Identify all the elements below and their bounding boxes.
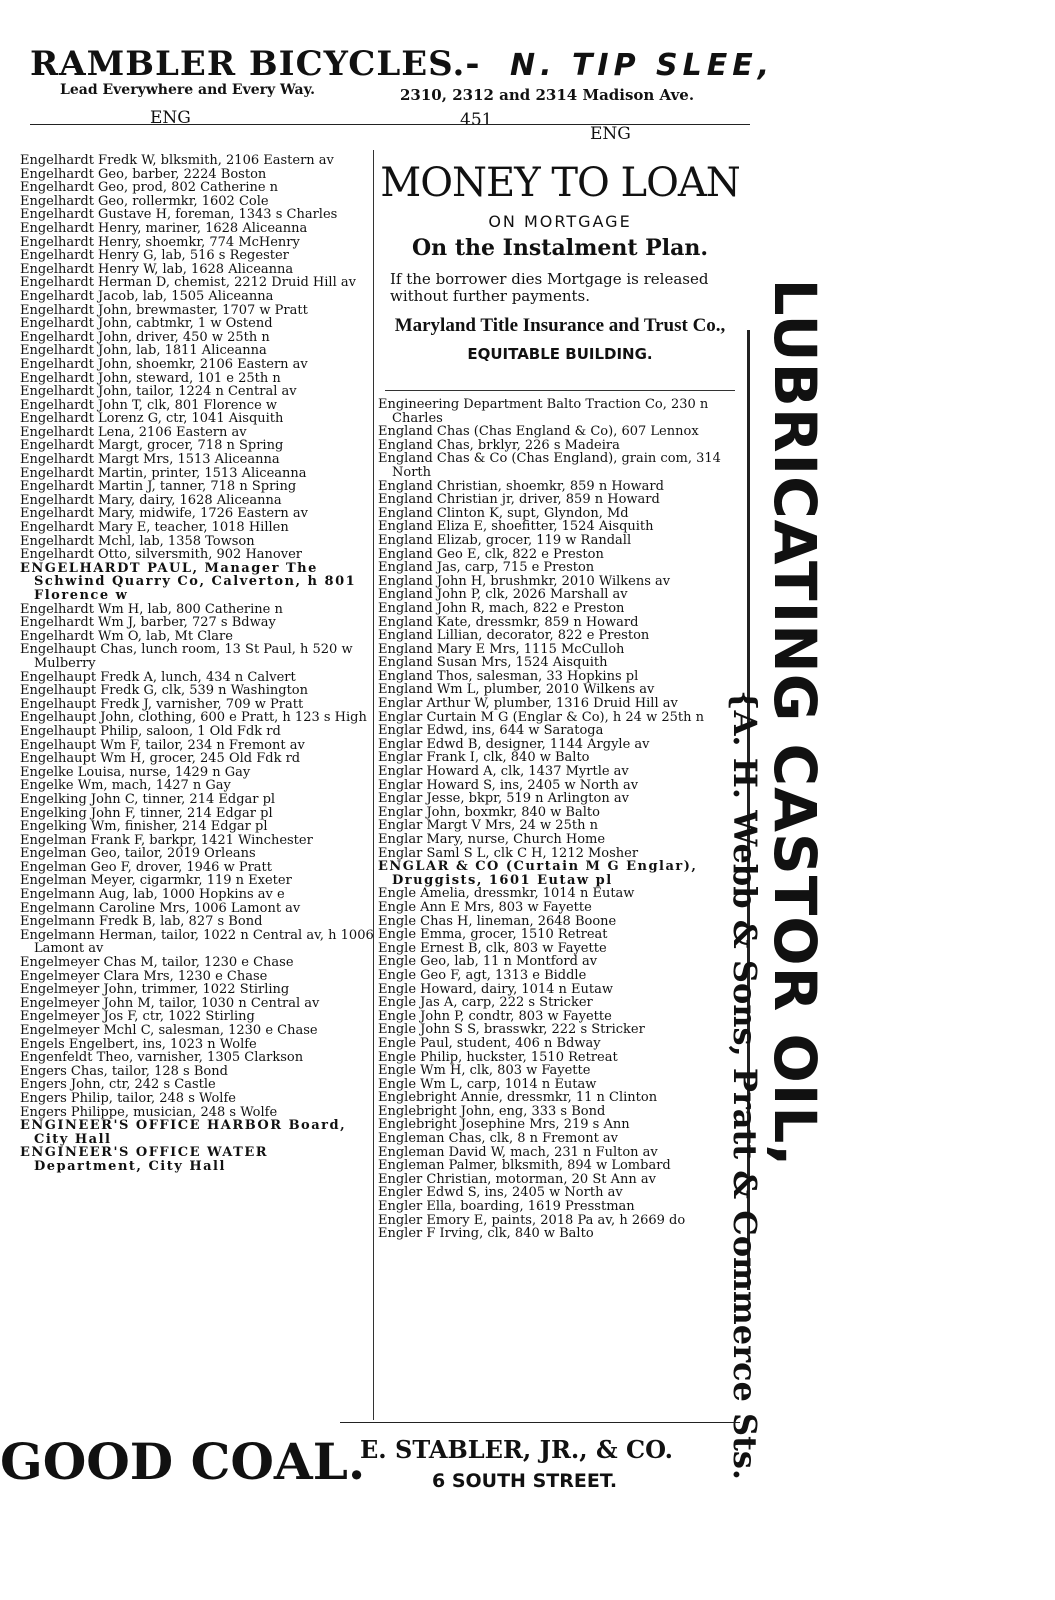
- directory-entry: England John H, brushmkr, 2010 Wilkens av: [378, 573, 671, 589]
- directory-entry: Engelhardt Lena, 2106 Eastern av: [20, 424, 247, 440]
- directory-entry: Engelhaupt Wm H, grocer, 245 Old Fdk rd: [20, 751, 301, 767]
- left-column: [20, 154, 375, 1174]
- directory-entry: England Mary E Mrs, 1115 McCulloh: [378, 641, 625, 657]
- money-to-loan-ad: [380, 160, 740, 363]
- ad-building: EQUITABLE BUILDING.: [467, 345, 653, 363]
- directory-entry: Engelhardt Henry G, lab, 516 s Regester: [20, 248, 289, 264]
- directory-entry: Engelhardt John, driver, 450 w 25th n: [20, 329, 270, 345]
- directory-entry: Engelking John F, tinner, 214 Edgar pl: [20, 805, 273, 821]
- directory-entry: Engle Jas A, carp, 222 s Stricker: [378, 995, 593, 1011]
- directory-entry: England Elizab, grocer, 119 w Randall: [378, 532, 632, 548]
- ad-company: Maryland Title Insurance and Trust Co.,: [394, 315, 726, 336]
- directory-entry: Engelmeyer Chas M, tailor, 1230 e Chase: [20, 955, 294, 971]
- directory-entry: England Chas & Co (Chas England), grain com, 314 North: [378, 451, 721, 480]
- directory-entry: Englar Howard S, ins, 2405 w North av: [378, 777, 639, 793]
- directory-entry: Engelhardt John, tailor, 1224 n Central av: [20, 384, 297, 400]
- directory-entry: Engelhardt Geo, rollermkr, 1602 Cole: [20, 193, 269, 209]
- directory-entry: Engelke Louisa, nurse, 1429 n Gay: [20, 764, 251, 780]
- directory-entry: Englebright John, eng, 333 s Bond: [378, 1103, 606, 1119]
- ad-rule: [385, 390, 735, 391]
- directory-entry: England Kate, dressmkr, 859 n Howard: [378, 614, 639, 630]
- ad-text: If the borrower dies Mortgage is released without further payments.: [390, 270, 709, 305]
- directory-entry: England Eliza E, shoefitter, 1524 Aisquith: [378, 519, 654, 535]
- directory-entry: Engleman Palmer, blksmith, 894 w Lombard: [378, 1158, 671, 1174]
- castor-oil-ad: [761, 110, 829, 1335]
- directory-entry: Engle Geo F, agt, 1313 e Biddle: [378, 967, 587, 983]
- directory-entry: Engle Emma, grocer, 1510 Retreat: [378, 927, 608, 943]
- directory-entry: Engle Amelia, dressmkr, 1014 n Eutaw: [378, 886, 635, 902]
- directory-entry: Englar Curtain M G (Englar & Co), h 24 w 25th n: [378, 709, 704, 725]
- directory-entry: England John P, clk, 2026 Marshall av: [378, 587, 628, 603]
- directory-entry: Engelhardt Martin J, tanner, 718 n Spring: [20, 479, 297, 495]
- directory-entry: Engelman Meyer, cigarmkr, 119 n Exeter: [20, 873, 292, 889]
- directory-entry: Engelhardt John, cabtmkr, 1 w Ostend: [20, 316, 273, 332]
- directory-entry: Englebright Josephine Mrs, 219 s Ann: [378, 1117, 630, 1133]
- header-address: 2310, 2312 and 2314 Madison Ave.: [400, 86, 695, 104]
- directory-entry: Englar Edwd, ins, 644 w Saratoga: [378, 723, 604, 739]
- directory-entry: Engelhardt Henry W, lab, 1628 Aliceanna: [20, 261, 294, 277]
- directory-entry: Engle Paul, student, 406 n Bdway: [378, 1035, 601, 1051]
- directory-entry: Engleman Chas, clk, 8 n Fremont av: [378, 1131, 619, 1147]
- directory-entry: England Christian, shoemkr, 859 n Howard: [378, 478, 664, 494]
- directory-entry: Engelhardt Henry, mariner, 1628 Aliceanna: [20, 220, 308, 236]
- directory-entry: Engelhardt Margt, grocer, 718 n Spring: [20, 438, 284, 454]
- directory-entry: Engelhardt John T, clk, 801 Florence w: [20, 397, 278, 413]
- directory-entry: Engelhardt John, brewmaster, 1707 w Pratt: [20, 302, 308, 318]
- directory-entry: Engelhaupt Fredk J, varnisher, 709 w Pratt: [20, 696, 304, 712]
- directory-entry: Englar John, boxmkr, 840 w Balto: [378, 804, 600, 820]
- directory-entry: England Susan Mrs, 1524 Aisquith: [378, 655, 608, 671]
- directory-entry: England Christian jr, driver, 859 n Howard: [378, 492, 660, 508]
- header-rule: [30, 124, 750, 125]
- directory-entry: Engle Philip, huckster, 1510 Retreat: [378, 1049, 618, 1065]
- directory-entry: ENGELHARDT PAUL, Manager The Schwind Quarry Co, Calverton, h 801 Florence w: [20, 560, 357, 603]
- directory-entry: Engelhardt Wm O, lab, Mt Clare: [20, 628, 233, 644]
- directory-entry: Engelmeyer Jos F, ctr, 1022 Stirling: [20, 1009, 255, 1025]
- directory-entry: Engelhardt John, lab, 1811 Aliceanna: [20, 343, 267, 359]
- directory-entry: England Chas, brklyr, 226 s Madeira: [378, 437, 620, 453]
- directory-entry: Engelhaupt John, clothing, 600 e Pratt, h 123 s High: [20, 710, 367, 726]
- directory-entry: Engelmeyer Mchl C, salesman, 1230 e Chase: [20, 1023, 318, 1038]
- directory-entry: Engleman David W, mach, 231 n Fulton av: [378, 1144, 658, 1160]
- directory-entry: Engelmeyer Clara Mrs, 1230 e Chase: [20, 968, 268, 984]
- footer-rule: [340, 1422, 740, 1423]
- right-column: [378, 398, 738, 1241]
- directory-entry: Engelman Frank F, barkpr, 1421 Winchester: [20, 832, 313, 848]
- directory-entry: Engelman Geo, tailor, 2019 Orleans: [20, 846, 256, 862]
- directory-entry: Engelmeyer John M, tailor, 1030 n Central av: [20, 995, 320, 1011]
- footer-good-coal: GOOD COAL.: [0, 1432, 366, 1491]
- directory-entry: Engelhardt Margt Mrs, 1513 Aliceanna: [20, 452, 280, 468]
- directory-entry: Engelmann Aug, lab, 1000 Hopkins av e: [20, 887, 285, 903]
- directory-entry: Engelhardt Wm H, lab, 800 Catherine n: [20, 601, 283, 617]
- directory-entry: Engler F Irving, clk, 840 w Balto: [378, 1226, 594, 1242]
- directory-entry: ENGLAR & CO (Curtain M G Englar), Druggists, 1601 Eutaw pl: [378, 859, 698, 888]
- directory-entry: ENGINEER'S OFFICE WATER Department, City Hall: [20, 1145, 269, 1174]
- directory-entry: Engelhardt Jacob, lab, 1505 Aliceanna: [20, 288, 274, 304]
- header-brand: RAMBLER BICYCLES.-: [30, 44, 481, 84]
- directory-entry: Engelhardt Herman D, chemist, 2212 Druid Hill av: [20, 275, 356, 291]
- directory-entry: Engelhaupt Philip, saloon, 1 Old Fdk rd: [20, 723, 281, 739]
- directory-entry: Engelhardt John, shoemkr, 2106 Eastern av: [20, 356, 308, 372]
- guide-word-left: ENG: [150, 108, 191, 128]
- directory-entry: Engelmann Caroline Mrs, 1006 Lamont av: [20, 900, 301, 916]
- directory-entry: Engelman Geo F, drover, 1946 w Pratt: [20, 859, 273, 875]
- directory-entry: Engle John S S, brasswkr, 222 s Stricker: [378, 1022, 645, 1038]
- guide-word-right: ENG: [590, 124, 631, 144]
- directory-entry: Engle Howard, dairy, 1014 n Eutaw: [378, 981, 614, 997]
- directory-entry: Engelhardt Mchl, lab, 1358 Towson: [20, 533, 255, 549]
- directory-entry: Engelmeyer John, trimmer, 1022 Stirling: [20, 982, 290, 998]
- directory-entry: Engler Christian, motorman, 20 St Ann av: [378, 1171, 656, 1187]
- directory-entry: Engelhardt Lorenz G, ctr, 1041 Aisquith: [20, 411, 284, 427]
- directory-entry: Engelhardt Henry, shoemkr, 774 McHenry: [20, 234, 300, 250]
- directory-entry: Engelhaupt Wm F, tailor, 234 n Fremont av: [20, 737, 305, 753]
- directory-entry: Engelmann Herman, tailor, 1022 n Central av, h 1006 Lamont av: [20, 927, 374, 957]
- directory-entry: Englar Frank I, clk, 840 w Balto: [378, 750, 590, 766]
- ad-headline: MONEY TO LOAN: [380, 160, 740, 206]
- directory-entry: Englar Howard A, clk, 1437 Myrtle av: [378, 764, 629, 780]
- directory-entry: Engelhardt Gustave H, foreman, 1343 s Charles: [20, 207, 338, 223]
- directory-entry: Engle Ann E Mrs, 803 w Fayette: [378, 899, 592, 915]
- directory-entry: Engineering Department Balto Traction Co, 230 n Charles: [378, 397, 709, 426]
- directory-entry: Engels Engelbert, ins, 1023 n Wolfe: [20, 1036, 257, 1052]
- directory-entry: Engenfeldt Theo, varnisher, 1305 Clarkson: [20, 1050, 304, 1066]
- directory-entry: Engelking John C, tinner, 214 Edgar pl: [20, 791, 276, 807]
- footer-company: E. STABLER, JR., & CO.: [360, 1435, 673, 1464]
- directory-entry: Engle Ernest B, clk, 803 w Fayette: [378, 940, 607, 956]
- directory-entry: ENGINEER'S OFFICE HARBOR Board, City Hall: [20, 1118, 347, 1147]
- directory-entry: England Thos, salesman, 33 Hopkins pl: [378, 668, 639, 684]
- directory-entry: Engelhaupt Fredk G, clk, 539 n Washington: [20, 683, 308, 699]
- directory-entry: Engers Philip, tailor, 248 s Wolfe: [20, 1090, 236, 1106]
- directory-entry: Engler Edwd S, ins, 2405 w North av: [378, 1185, 623, 1201]
- directory-entry: England Geo E, clk, 822 e Preston: [378, 546, 604, 562]
- directory-entry: Engelhardt Wm J, barber, 727 s Bdway: [20, 615, 276, 631]
- directory-entry: Engelke Wm, mach, 1427 n Gay: [20, 778, 231, 794]
- ad-subhead: ON MORTGAGE: [488, 212, 632, 231]
- directory-entry: Engers John, ctr, 242 s Castle: [20, 1077, 216, 1093]
- header-tagline: Lead Everywhere and Every Way.: [60, 82, 315, 98]
- directory-entry: Englebright Annie, dressmkr, 11 n Clinton: [378, 1090, 658, 1106]
- directory-entry: Engelhardt Mary, midwife, 1726 Eastern av: [20, 506, 308, 522]
- directory-entry: Engelhardt Fredk W, blksmith, 2106 Eastern av: [20, 153, 334, 168]
- directory-entry: Engers Philippe, musician, 248 s Wolfe: [20, 1104, 278, 1120]
- castor-oil-text: LUBRICATING CASTOR OIL,: [761, 278, 829, 1167]
- directory-entry: Engler Emory E, paints, 2018 Pa av, h 2669 do: [378, 1212, 686, 1228]
- directory-entry: Engelhaupt Fredk A, lunch, 434 n Calvert: [20, 669, 296, 685]
- directory-entry: England Wm L, plumber, 2010 Wilkens av: [378, 682, 655, 698]
- directory-entry: Engelmann Fredk B, lab, 827 s Bond: [20, 914, 263, 930]
- directory-entry: Englar Edwd B, designer, 1144 Argyle av: [378, 736, 650, 752]
- directory-entry: Engle Geo, lab, 11 n Montford av: [378, 954, 598, 970]
- directory-entry: Engler Ella, boarding, 1619 Presstman: [378, 1199, 635, 1215]
- directory-entry: Engelhaupt Chas, lunch room, 13 St Paul, h 520 w Mulberry: [20, 642, 353, 671]
- directory-entry: England Clinton K, supt, Glyndon, Md: [378, 505, 629, 521]
- directory-entry: Engle Chas H, lineman, 2648 Boone: [378, 913, 617, 929]
- directory-entry: Engle Wm H, clk, 803 w Fayette: [378, 1063, 591, 1079]
- webb-sons-ad: [720, 690, 770, 1480]
- directory-entry: Engle Wm L, carp, 1014 n Eutaw: [378, 1076, 597, 1092]
- directory-entry: England Chas (Chas England & Co), 607 Lennox: [378, 424, 699, 440]
- directory-entry: Englar Margt V Mrs, 24 w 25th n: [378, 818, 598, 834]
- directory-entry: Englar Arthur W, plumber, 1316 Druid Hill av: [378, 696, 678, 712]
- directory-entry: Englar Mary, nurse, Church Home: [378, 832, 606, 847]
- ad-plan: On the Instalment Plan.: [412, 235, 708, 261]
- directory-entry: Engelhardt Geo, barber, 2224 Boston: [20, 166, 267, 182]
- directory-entry: Engelhardt Martin, printer, 1513 Aliceanna: [20, 465, 307, 481]
- directory-entry: Engelking Wm, finisher, 214 Edgar pl: [20, 819, 268, 835]
- page-number: 451: [460, 110, 493, 130]
- directory-entry: Engers Chas, tailor, 128 s Bond: [20, 1063, 228, 1079]
- directory-entry: Englar Jesse, bkpr, 519 n Arlington av: [378, 791, 629, 807]
- header-dealer: N. TIP SLEE,: [510, 48, 775, 83]
- directory-entry: Engelhardt Geo, prod, 802 Catherine n: [20, 180, 279, 196]
- directory-entry: Engelhardt John, steward, 101 e 25th n: [20, 370, 281, 386]
- directory-entry: England Lillian, decorator, 822 e Preston: [378, 628, 650, 644]
- webb-sons-text: {A. H. Webb & Sons, Pratt & Commerce Sts.: [726, 690, 764, 1480]
- directory-entry: Engle John P, condtr, 803 w Fayette: [378, 1008, 612, 1024]
- directory-entry: Engelhardt Mary E, teacher, 1018 Hillen: [20, 520, 289, 536]
- footer-address: 6 SOUTH STREET.: [432, 1470, 618, 1492]
- directory-entry: Engelhardt Otto, silversmith, 902 Hanover: [20, 547, 302, 563]
- directory-entry: Englar Saml S L, clk C H, 1212 Mosher: [378, 845, 639, 861]
- directory-entry: England John R, mach, 822 e Preston: [378, 600, 625, 616]
- directory-entry: England Jas, carp, 715 e Preston: [378, 560, 595, 576]
- directory-entry: Engelhardt Mary, dairy, 1628 Aliceanna: [20, 492, 282, 508]
